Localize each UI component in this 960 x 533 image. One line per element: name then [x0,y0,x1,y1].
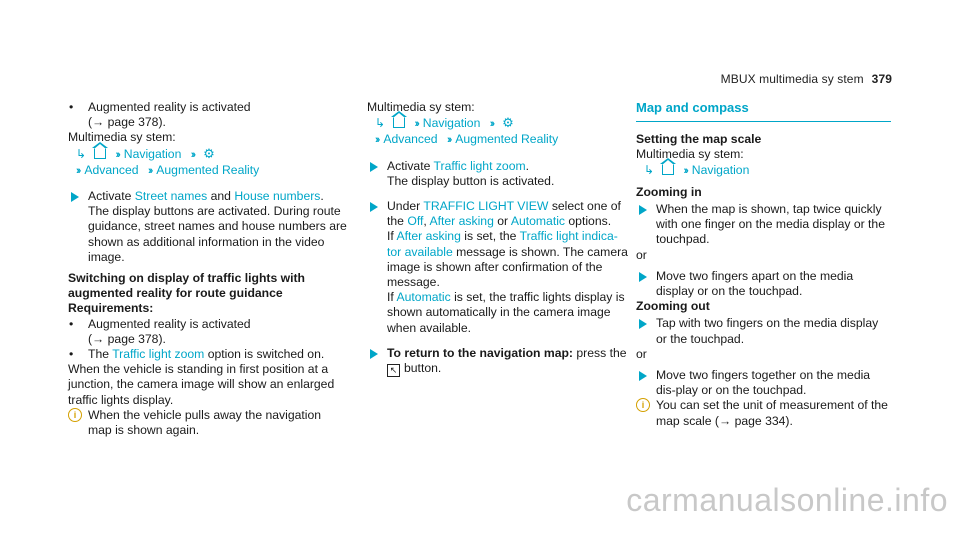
page-header [721,72,892,86]
home-icon [662,164,674,175]
info-icon: i [636,398,650,412]
instruction-step [636,316,891,346]
section-title: Map and compass [636,100,891,122]
bullet-dot: • [69,316,74,331]
step-text [387,361,631,377]
option-off: Off [407,214,424,229]
menu-label: Multimedia sy stem: [367,100,475,114]
step-arrow-icon [639,205,647,215]
info-icon: i [68,408,82,422]
page-reference[interactable]: (→ page 378). [88,115,166,130]
req-prefix: The [88,347,110,362]
menu-traffic-light-view: TRAFFIC LIGHT VIEW [423,199,549,214]
bullet-item [68,347,348,362]
path-navigation: Navigation [123,146,182,161]
chevron-right-icon: ›› [683,164,687,177]
step-arrow-icon [370,349,378,359]
step-prefix: Activate [387,158,431,173]
column-2 [367,100,631,377]
step-bold: To return to the navigation map: [387,345,573,360]
path-start-icon: ↳ [76,146,87,161]
step-arrow-icon [639,319,647,329]
instruction-step [636,202,891,248]
step-detail [387,290,631,336]
step-arrow-icon [639,272,647,282]
menu-label: Multimedia sy stem: [68,130,176,145]
step-or: or [497,214,509,229]
step-text: Under TRAFFIC LIGHT VIEW select one of the Off, After asking or Automatic options. [387,199,621,229]
step-arrow-icon [370,202,378,212]
option-after-asking: After asking [396,229,461,244]
step-isset: is set, the [464,229,517,244]
menu-label: Multimedia sy stem: [636,147,744,162]
step-text: Move two fingers apart on the media display or on the touchpad. [656,268,854,299]
path-navigation: Navigation [691,162,750,177]
header-title: MBUX multimedia sy stem [720,72,864,86]
home-icon [94,148,106,159]
bullet-text: Augmented reality is activated [88,100,251,114]
note [68,408,348,438]
subheading-zoom-out: Zooming out [636,299,710,314]
step-text [387,346,631,361]
page-reference[interactable]: (→ page 378). [88,331,166,346]
step-rest: press the [576,345,627,360]
step-text: Activate Street names and House numbers. [88,189,324,204]
chevron-right-icon: ›› [76,164,80,177]
path-advanced: Advanced [84,162,139,177]
step-mid: select one of the [387,199,621,229]
step-rest: message is shown. The camera image is shown after confirmation of the message. [387,244,628,290]
req-rest: option is switched on. [207,347,325,362]
or-label: or [636,247,647,262]
bullet-dot: • [69,347,74,362]
subheading-line-1: Switching on display of traffic lights with [68,271,305,286]
chevron-right-icon: ›› [147,164,152,177]
bullet-item [68,100,348,130]
message-traffic-light-indicator: Traffic light indica-tor available [387,229,618,259]
step-arrow-icon [71,192,79,202]
instruction-step [636,269,891,299]
instruction-step [367,199,631,336]
column-1 [68,100,348,438]
step-arrow-icon [370,162,378,172]
gear-icon: ⚙ [203,145,215,161]
subheading-zoom-in: Zooming in [636,184,702,199]
chevron-right-icon: ›› [414,118,418,131]
path-start-icon: ↳ [644,162,655,177]
back-arrow-icon: ↖ [387,364,400,377]
menu-path-2 [367,132,631,148]
chevron-right-icon: ›› [115,148,119,161]
chevron-right-icon: ›› [190,148,195,161]
bullet-text: Augmented reality is activated [88,316,251,331]
step-prefix: Activate [88,189,132,204]
instruction-step [367,346,631,377]
subheading-line-2: augmented reality for route guidance [68,286,283,301]
option-traffic-light-zoom: Traffic light zoom [433,158,526,173]
path-advanced: Advanced [383,132,438,147]
step-arrow-icon [639,371,647,381]
menu-path-1 [636,163,891,179]
step-text: When the map is shown, tap twice quickly with one finger on the media display or the touchpad. [656,202,885,247]
subheading: Setting the map scale [636,132,762,147]
gear-icon: ⚙ [502,115,514,131]
chevron-right-icon: ›› [489,118,494,131]
option-automatic: Automatic [510,214,566,229]
menu-path-2 [68,163,348,179]
step-text: Activate Traffic light zoom. [387,158,530,173]
page-number: 379 [871,72,892,86]
option-house-numbers: House numbers [234,189,321,204]
bullet-text [88,347,348,362]
path-start-icon: ↳ [375,116,386,131]
bullet-dot: • [69,100,74,114]
or-label: or [636,346,647,361]
step-rest: is set, the traffic lights display is shown automatically in the camera image when available. [387,290,625,335]
menu-path-1 [68,146,348,163]
option-street-names: Street names [134,189,208,204]
instruction-step [367,159,631,189]
path-navigation: Navigation [422,116,481,131]
step-detail [387,229,631,290]
note-text: You can set the unit of measurement of the map scale (→ page 334). [656,398,888,428]
step-if: If [387,290,394,305]
step-result: The display button is activated. [387,173,555,188]
step-and: and [210,189,231,204]
body-paragraph: When the vehicle is standing in first position at a junction, the camera image will show an enlarged traffic lights display. [68,362,335,407]
step-options: options. [568,214,612,229]
instruction-step [636,368,891,398]
bullet-item [68,317,348,347]
chevron-right-icon: ›› [375,134,379,147]
step-text: Tap with two fingers on the media display or the touchpad. [656,316,879,346]
menu-path-1 [367,115,631,132]
option-traffic-light-zoom: Traffic light zoom [112,347,205,362]
step-button: button. [404,361,442,376]
note-text: When the vehicle pulls away the navigation map is shown again. [88,407,322,438]
instruction-step [68,189,348,265]
home-icon [393,117,405,128]
step-result: The display buttons are activated. During route guidance, street names and house numbers are shown as additional information in the video image. [88,204,347,264]
requirements-label: Requirements: [68,301,154,316]
column-3 [636,100,891,429]
step-if: If [387,229,394,244]
chevron-right-icon: ›› [446,134,451,147]
path-augmented-reality: Augmented Reality [455,132,559,147]
step-text: Move two fingers together on the media dis-play or on the touchpad. [656,368,871,398]
option-after-asking: After asking [429,214,494,229]
note [636,398,891,428]
path-augmented-reality: Augmented Reality [156,162,260,177]
option-automatic: Automatic [396,290,451,305]
watermark: carmanualsonline.info [626,482,948,518]
step-prefix: Under [387,199,421,214]
